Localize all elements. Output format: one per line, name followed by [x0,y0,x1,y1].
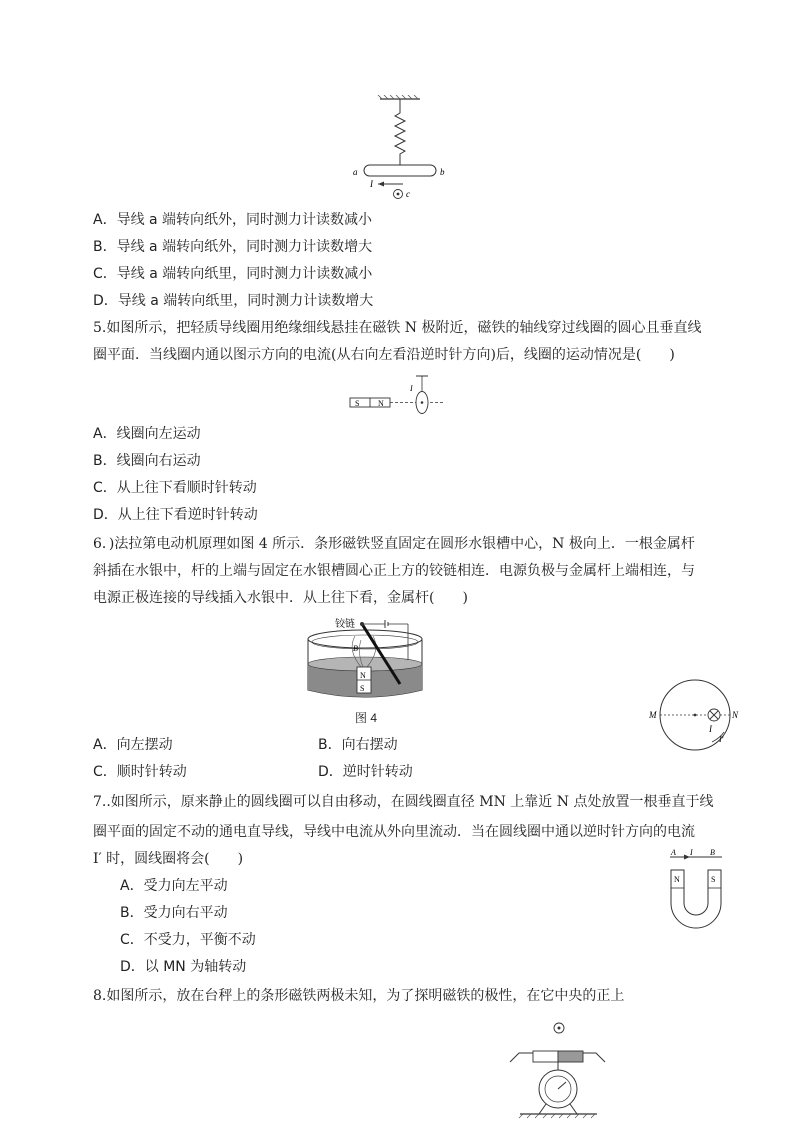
q5-stem-line-2: 圈平面．当线圈内通以图示方向的电流(从右向左看沿逆时针方向)后，线圈的运动情况是( ) [93,347,675,363]
q5-stem-line-1: 5.如图所示，把轻质导线圈用绝缘细线悬挂在磁铁 N 极附近，磁铁的轴线穿过线圈的圆心且垂直线 [93,320,702,336]
horseshoe-magnet-figure [666,848,726,930]
horseshoe-b-label: B [710,848,715,857]
q7-stem-line-1: 7..如图所示，原来静止的圆线圈可以自由移动，在圆线圈直径 MN 上靠近 N 点处放置一根垂直于线 [93,794,714,810]
bar-magnet-s-label: S [360,684,365,693]
q5-option-a[interactable]: A．线圈向左运动 [93,426,201,442]
q7-option-a[interactable]: A．受力向左平动 [120,878,228,894]
ring-current-label: I′ [719,735,724,744]
q7-option-c[interactable]: C．不受力，平衡不动 [120,932,256,948]
horseshoe-s-label: S [711,875,716,884]
q7-stem-line-2: 圈平面的固定不动的通电直导线，导线中电流从外向里流动．当在圆线圈中通以逆时针方向的电流 [93,824,695,840]
bar-magnet-n-label: N [360,671,366,680]
current-label: I [370,179,373,189]
q6-stem-line-1: 6．)法拉第电动机原理如图 4 所示．条形磁铁竖直固定在圆形水银槽中心，N 极向上．一根金属杆 [93,536,695,552]
wire-end-b-label: b [440,167,445,177]
q5-option-d[interactable]: D．从上往下看逆时针转动 [93,507,258,523]
coil-current-label: I [410,384,413,393]
q5-option-c[interactable]: C．从上往下看顺时针转动 [93,480,257,496]
field-b-label: B [353,644,358,653]
hinge-label: 铰链 [335,619,355,630]
magnet-s-label: S [355,399,360,408]
scale-magnet-figure [505,1018,610,1120]
q7-stem-line-3: I′ 时，圆线圈将会( ) [93,851,244,867]
q4-option-c[interactable]: C．导线 a 端转向纸里，同时测力计读数减小 [93,266,373,282]
q6-option-d[interactable]: D．逆时针转动 [318,764,413,780]
ring-wire-figure [648,678,743,760]
wire-current-label: I [709,724,712,734]
q4-option-d[interactable]: D．导线 a 端转向纸里，同时测力计读数增大 [93,293,374,309]
horseshoe-n-label: N [674,875,680,884]
point-m-label: M [649,710,657,720]
q8-stem-line-1: 8.如图所示，放在台秤上的条形磁铁两极未知，为了探明磁铁的极性，在它中央的正上 [93,988,625,1004]
q6-option-b[interactable]: B．向右摆动 [318,737,398,753]
q5-option-b[interactable]: B．线圈向右运动 [93,453,201,469]
q7-option-b[interactable]: B．受力向右平动 [120,905,228,921]
magnet-n-label: N [378,399,384,408]
wire-end-a-label: a [353,167,358,177]
point-c-label: c [406,189,410,199]
faraday-motor-figure [305,612,425,704]
q6-option-c[interactable]: C．顺时针转动 [93,764,187,780]
q6-stem-line-3: 电源正极连接的导线插入水银中．从上往下看，金属杆( ) [93,590,468,606]
q7-option-d[interactable]: D．以 MN 为轴转动 [120,959,247,975]
horseshoe-i-label: I [690,848,693,857]
q4-option-a[interactable]: A．导线 a 端转向纸外，同时测力计读数减小 [93,212,373,228]
q6-option-a[interactable]: A．向左摆动 [93,737,173,753]
point-n-label: N [732,710,739,720]
q6-stem-line-2: 斜插在水银中，杆的上端与固定在水银槽圆心正上方的铰链相连．电源负极与金属杆上端相连，与 [93,563,695,579]
spring-wire-figure [345,95,450,205]
figure-4-caption: 图 4 [355,711,378,725]
horseshoe-a-label: A [671,848,676,857]
q4-option-b[interactable]: B．导线 a 端转向纸外，同时测力计读数增大 [93,239,373,255]
magnet-coil-figure [348,375,448,417]
